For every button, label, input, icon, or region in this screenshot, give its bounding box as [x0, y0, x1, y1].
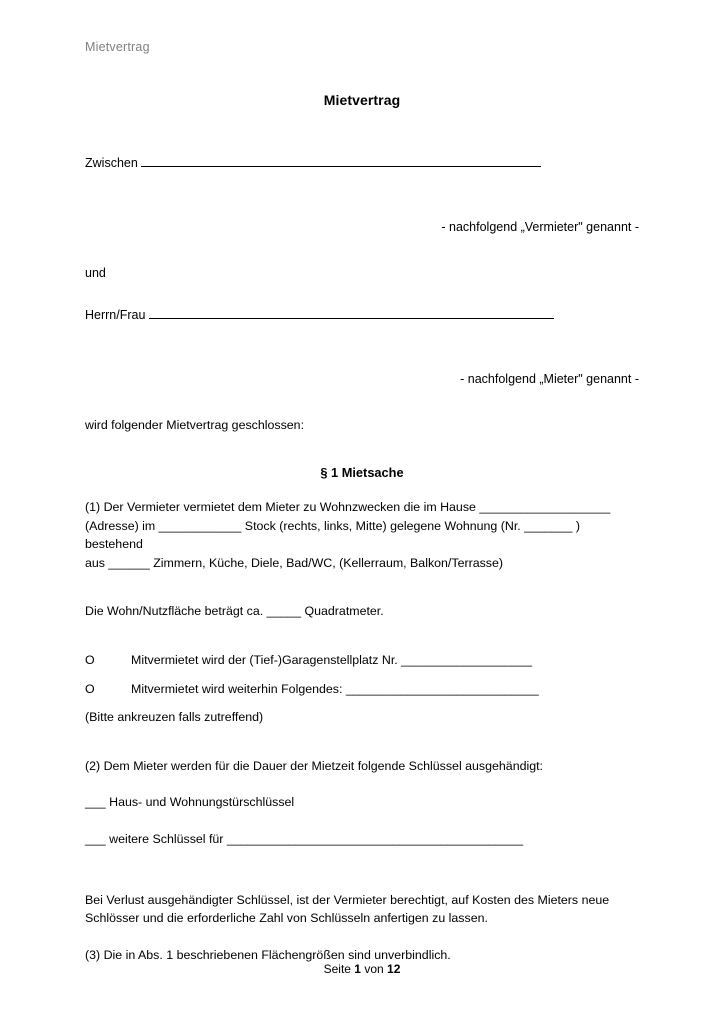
spacer-8 [85, 572, 639, 602]
checkbox-weiteres-icon[interactable]: O [85, 681, 95, 696]
footer-page-number: 1 [354, 962, 361, 976]
spacer-11 [85, 775, 639, 793]
page-content [85, 40, 639, 965]
herrn-frau-row [85, 306, 639, 324]
paragraph-1-line-2: (Adresse) im ____________ Stock (rechts, links, Mitte) gelegene Wohnung (Nr. _______ ) bestehend [85, 518, 580, 552]
verlust-line-2: Schlösser und die erforderliche Zahl von Schlüsseln anfertigen zu lassen. [85, 911, 488, 926]
schluessel-line-1: ___ Haus- und Wohnungstürschlüssel [85, 795, 295, 810]
zwischen-row [85, 154, 639, 172]
verlust-line-1: Bei Verlust ausgehändigter Schlüssel, ist der Vermieter berechtigt, auf Kosten des Mieters neue [85, 892, 610, 907]
spacer-9 [85, 621, 639, 651]
spacer-7 [85, 480, 639, 498]
spacer-12 [85, 812, 639, 830]
und-row: und [85, 266, 106, 281]
spacer-1 [85, 178, 639, 220]
ankreuzen-note: (Bitte ankreuzen falls zutreffend) [85, 710, 264, 725]
paragraph-1-line-3: aus ______ Zimmern, Küche, Diele, Bad/WC, (Kellerraum, Balkon/Terrasse) [85, 555, 504, 570]
spacer-6 [85, 435, 639, 465]
spacer-13 [85, 849, 639, 891]
page-header-label: Mietvertrag [85, 40, 150, 54]
option-row-garage[interactable] [85, 651, 639, 670]
herrn-frau-blank-line [149, 307, 554, 319]
page-footer [0, 962, 724, 976]
spacer-14 [85, 928, 639, 946]
option-garage-label: Mitvermietet wird der (Tief-)Garagenstellplatz Nr. ___________________ [131, 653, 533, 668]
footer-prefix: Seite [323, 962, 351, 976]
schluessel-line-2: ___ weitere Schlüssel für ___________________________________________ [85, 832, 524, 847]
spacer-4 [85, 330, 639, 372]
checkbox-garage-icon[interactable]: O [85, 653, 95, 668]
herrn-frau-label: Herrn/Frau [85, 308, 146, 323]
intro-text: wird folgender Mietvertrag geschlossen: [85, 418, 305, 433]
spacer-3 [85, 288, 639, 306]
footer-middle: von [364, 962, 384, 976]
spacer-10 [85, 727, 639, 757]
section-1-title: § 1 Mietsache [320, 464, 404, 480]
vermieter-note: - nachfolgend „Vermieter" genannt - [441, 220, 639, 235]
paragraph-3-text: (3) Die in Abs. 1 beschriebenen Flächengrößen sind unverbindlich. [85, 947, 451, 962]
spacer-5 [85, 386, 639, 416]
zwischen-label: Zwischen [85, 156, 138, 170]
zwischen-blank-line [141, 155, 541, 167]
wohnflaeche-text: Die Wohn/Nutzfläche beträgt ca. _____ Quadratmeter. [85, 604, 384, 619]
paragraph-2-text: (2) Dem Mieter werden für die Dauer der Mietzeit folgende Schlüssel ausgehändigt: [85, 758, 543, 773]
option-weiteres-label: Mitvermietet wird weiterhin Folgendes: ____________________________ [131, 681, 539, 696]
spacer-2 [85, 234, 639, 264]
document-title: Mietvertrag [323, 92, 401, 108]
option-row-weiteres[interactable] [85, 680, 639, 699]
footer-total-pages: 12 [387, 962, 401, 976]
paragraph-1-line-1: (1) Der Vermieter vermietet dem Mieter zu Wohnzwecken die im Hause ___________________ [85, 499, 611, 514]
mieter-note: - nachfolgend „Mieter" genannt - [460, 372, 639, 387]
